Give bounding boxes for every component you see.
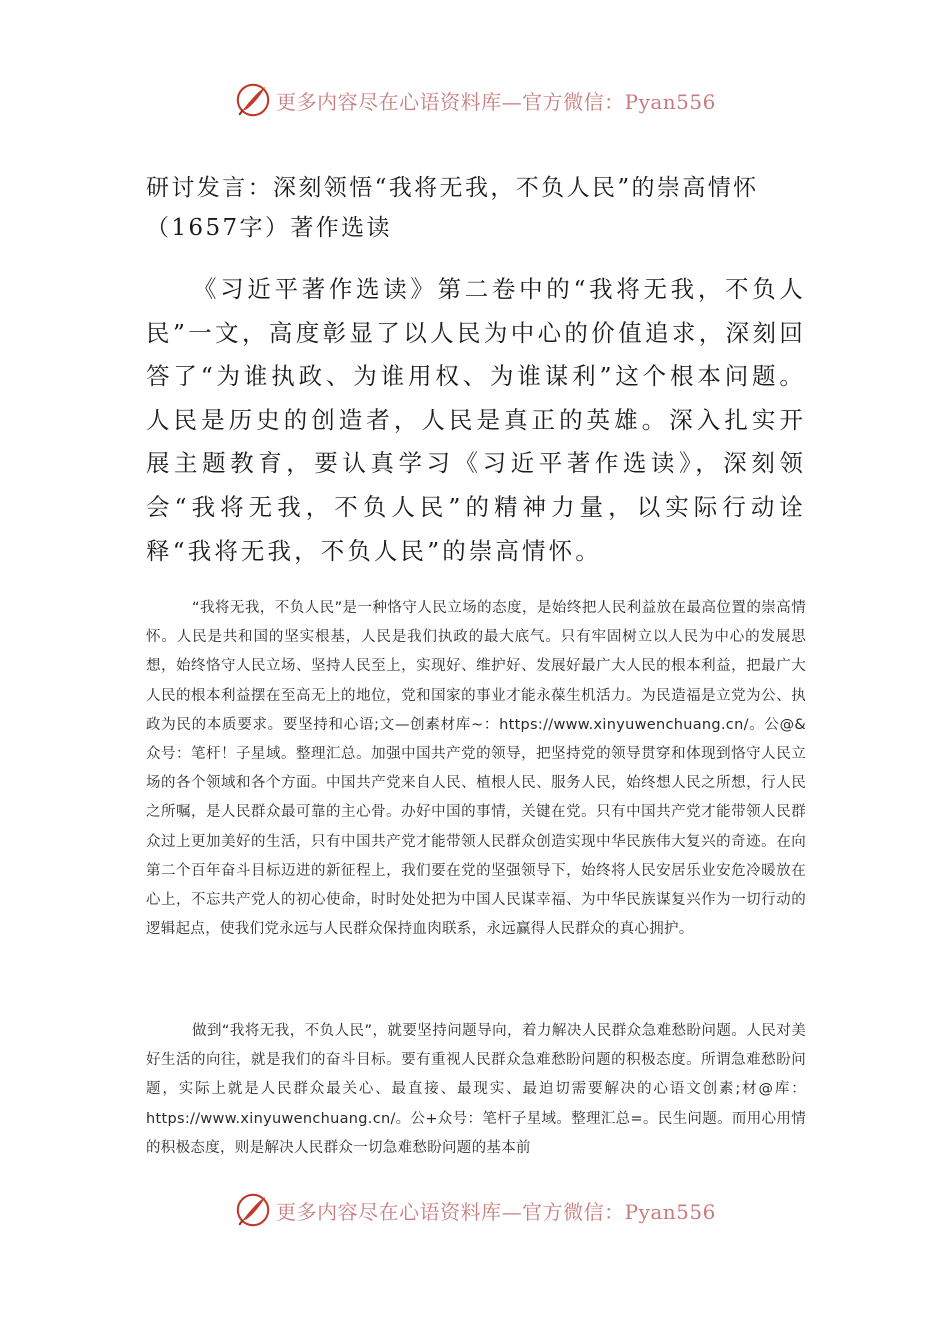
footer-banner-text: 更多内容尽在心语资料库—官方微信：Pyan556 <box>276 1199 716 1224</box>
footer-banner <box>0 1188 950 1232</box>
page-title: 研讨发言：深刻领悟“我将无我，不负人民”的崇高情怀（1657字）著作选读 <box>146 175 759 241</box>
body-paragraph-2: 做到“我将无我，不负人民”，就要坚持问题导向，着力解决人民群众急难愁盼问题。人民对美好生活的向往，就是我们的奋斗目标。要有重视人民群众急难愁盼问题的积极态度。所谓急难愁盼问题，实际上就是人民群众最关心、最直接、最现实、最迫切需要解决的心语文创素;材@库：https://www.xinyuwenchuang.cn/。公+众号：笔杆子星域。整理汇总=。民生问题。而用心用情的积极态度，则是解决人民群众一切急难愁盼问题的基本前 <box>146 1023 806 1156</box>
lead-paragraph: 《习近平著作选读》第二卷中的“我将无我，不负人民”一文，高度彰显了以人民为中心的价值追求，深刻回答了“为谁执政、为谁用权、为谁谋利”这个根本问题。人民是历史的创造者，人民是真正的英雄。深入扎实开展主题教育，要认真学习《习近平著作选读》，深刻领会“我将无我，不负人民”的精神力量，以实际行动诠释“我将无我，不负人民”的崇高情怀。 <box>146 275 806 565</box>
header-banner-text: 更多内容尽在心语资料库—官方微信：Pyan556 <box>276 89 716 114</box>
header-banner <box>0 78 950 122</box>
quill-pen-icon <box>234 1191 272 1229</box>
body-paragraph-1: “我将无我，不负人民”是一种恪守人民立场的态度，是始终把人民利益放在最高位置的崇高情怀。人民是共和国的坚实根基，人民是我们执政的最大底气。只有牢固树立以人民为中心的发展思想，始终恪守人民立场、坚持人民至上，实现好、维护好、发展好最广大人民的根本利益，把最广大人民的根本利益摆在至高无上的地位，党和国家的事业才能永葆生机活力。为民造福是立党为公、执政为民的本质要求。要坚持和心语;文—创素材库~：https://www.xinyuwenchuang.cn/。公@&众号：笔杆！子星域。整理汇总。加强中国共产党的领导，把坚持党的领导贯穿和体现到恪守人民立场的各个领域和各个方面。中国共产党来自人民、植根人民、服务人民，始终想人民之所想，行人民之所嘱，是人民群众最可靠的主心骨。办好中国的事情，关键在党。只有中国共产党才能带领人民群众过上更加美好的生活，只有中国共产党才能带领人民群众创造实现中华民族伟大复兴的奇迹。在向第二个百年奋斗目标迈进的新征程上，我们要在党的坚强领导下，始终将人民安居乐业安危冷暖放在心上，不忘共产党人的初心使命，时时处处把为中国人民谋幸福、为中华民族谋复兴作为一切行动的逻辑起点，使我们党永远与人民群众保持血肉联系，永远赢得人民群众的真心拥护。 <box>146 600 806 938</box>
quill-pen-icon <box>234 81 272 119</box>
